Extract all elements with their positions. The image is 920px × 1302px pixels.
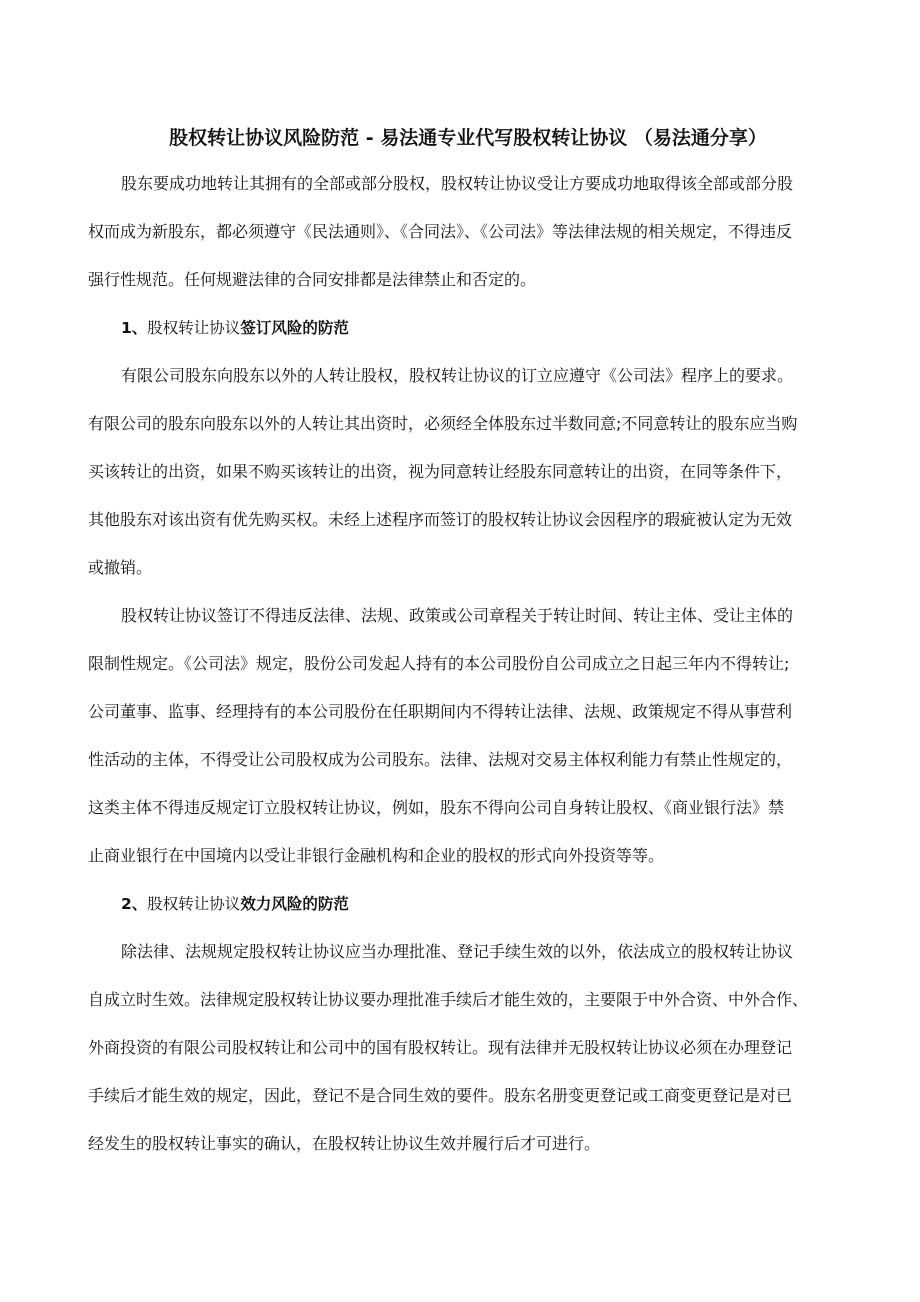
section-label-plain: 股权转让协议 bbox=[147, 895, 241, 913]
text-line: 除法律、法规规定股权转让协议应当办理批准、登记手续生效的以外，依法成立的股权转让协议 bbox=[121, 942, 794, 961]
text-line: 权而成为新股东，都必须遵守《民法通则》、《合同法》、《公司法》等法律法规的相关规定，不得违反 bbox=[88, 222, 793, 241]
section2-paragraph-1 bbox=[88, 928, 850, 1168]
text-line: 自成立时生效。法律规定股权转让协议要办理批准手续后才能生效的，主要限于中外合资、中外合作、 bbox=[88, 990, 809, 1009]
text-line: 或撤销。 bbox=[88, 558, 153, 577]
document-page bbox=[88, 120, 850, 1168]
text-line: 外商投资的有限公司股权转让和公司中的国有股权转让。现有法律并无股权转让协议必须在办理登记 bbox=[88, 1038, 793, 1057]
section-label-bold: 签订风险的防范 bbox=[240, 319, 349, 337]
text-line: 股东要成功地转让其拥有的全部或部分股权，股权转让协议受让方要成功地取得该全部或部分股 bbox=[121, 174, 794, 193]
section-label-plain: 股权转让协议 bbox=[147, 319, 241, 337]
text-line: 性活动的主体，不得受让公司股权成为公司股东。法律、法规对交易主体权利能力有禁止性规定的， bbox=[88, 750, 793, 769]
section1-paragraph-2 bbox=[88, 592, 850, 880]
text-line: 股权转让协议签订不得违反法律、法规、政策或公司章程关于转让时间、转让主体、受让主体的 bbox=[121, 606, 794, 625]
text-line: 有限公司股东向股东以外的人转让股权，股权转让协议的订立应遵守《公司法》程序上的要求。 bbox=[121, 366, 794, 385]
text-line: 买该转让的出资，如果不购买该转让的出资，视为同意转让经股东同意转让的出资，在同等条件下， bbox=[88, 462, 793, 481]
document-title: 股权转让协议风险防范 - 易法通专业代写股权转让协议 （易法通分享） bbox=[169, 127, 767, 149]
text-line: 公司董事、监事、经理持有的本公司股份在任职期间内不得转让法律、法规、政策规定不得从事营利 bbox=[88, 702, 793, 721]
intro-paragraph bbox=[88, 160, 850, 304]
text-line: 其他股东对该出资有优先购买权。未经上述程序而签订的股权转让协议会因程序的瑕疵被认定为无效 bbox=[88, 510, 793, 529]
section1-paragraph-1 bbox=[88, 352, 850, 592]
text-line: 这类主体不得违反规定订立股权转让协议，例如，股东不得向公司自身转让股权、《商业银行法》禁 bbox=[88, 798, 785, 817]
section-heading-2 bbox=[88, 880, 850, 928]
text-line: 限制性规定。《公司法》规定，股份公司发起人持有的本公司股份自公司成立之日起三年内不得转让; bbox=[88, 654, 790, 673]
text-line: 止商业银行在中国境内以受让非银行金融机构和企业的股权的形式向外投资等等。 bbox=[88, 846, 665, 865]
section-label-bold: 效力风险的防范 bbox=[240, 895, 349, 913]
text-line: 手续后才能生效的规定，因此，登记不是合同生效的要件。股东名册变更登记或工商变更登记是对已 bbox=[88, 1086, 793, 1105]
text-line: 强行性规范。任何规避法律的合同安排都是法律禁止和否定的。 bbox=[88, 270, 537, 289]
text-line: 有限公司的股东向股东以外的人转让其出资时，必须经全体股东过半数同意;不同意转让的股东应当购 bbox=[88, 414, 798, 433]
section-heading-1 bbox=[88, 304, 850, 352]
section-number: 2、 bbox=[121, 895, 148, 913]
text-line: 经发生的股权转让事实的确认，在股权转让协议生效并履行后才可进行。 bbox=[88, 1134, 601, 1153]
section-number: 1、 bbox=[121, 319, 148, 337]
